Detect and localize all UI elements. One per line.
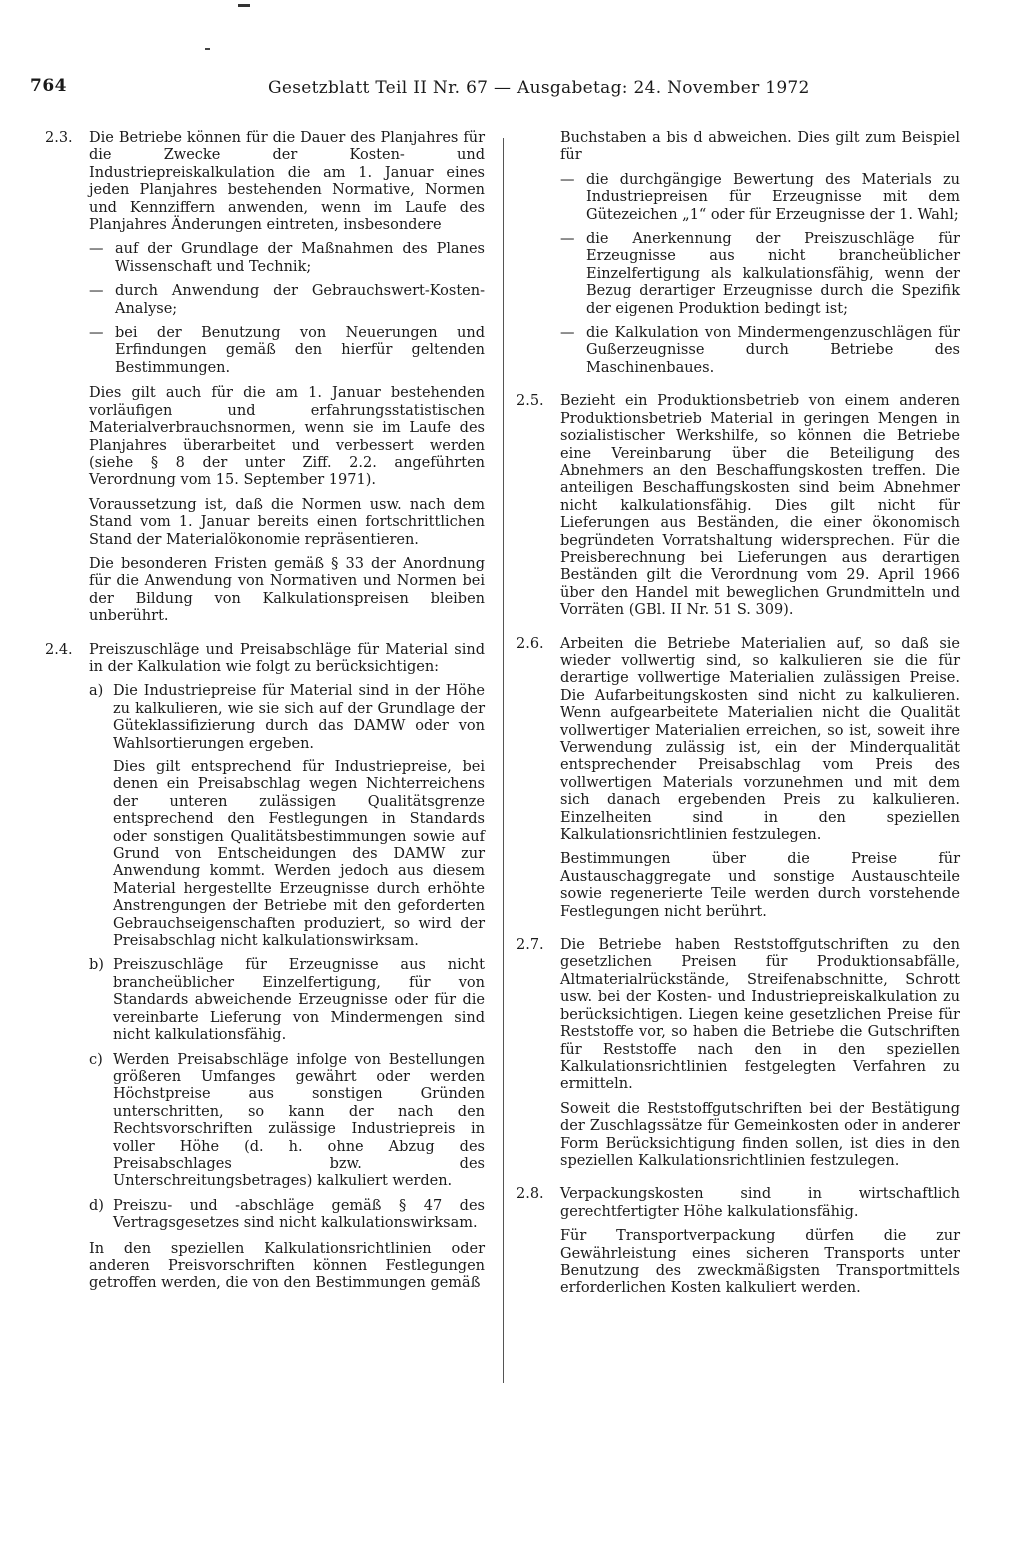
lettered-item-d — [89, 1198, 485, 1233]
page-number: 764 — [30, 76, 67, 96]
section-number: 2.3. — [45, 130, 73, 146]
lettered-item-c — [89, 1052, 485, 1191]
column-divider — [503, 138, 504, 1383]
section-paragraph: Dies gilt auch für die am 1. Januar bestehenden vorläufigen und erfahrungsstatistischen Materialverbrauchsnormen, wenn sie im Laufe des Planjahres überarbeitet und verbessert werden (siehe § 8 der unter Ziff. 2.2. angeführten Verordnung vom 15. September 1971). — [89, 385, 485, 489]
section-paragraph: In den speziellen Kalkulationsrichtlinien oder anderen Preisvorschriften können Festlegungen getroffen werden, die von den Bestimmungen gemäß — [89, 1240, 485, 1292]
list-item: — die Anerkennung der Preiszuschläge für Erzeugnisse aus nicht brancheüblicher Einzelfertigung als kalkulationsfähig, wenn der Bezug derartiger Erzeugnisse durch die Spezifik der eigenen Produktion bedingt ist; — [560, 231, 960, 317]
section-2-5 — [516, 393, 960, 619]
dash-list — [89, 241, 485, 377]
dash-bullet: — — [89, 283, 104, 300]
section-number: 2.6. — [516, 635, 544, 652]
item-letter: a) — [89, 683, 104, 700]
dash-bullet: — — [560, 171, 575, 188]
list-item: — die Kalkulation von Mindermengenzuschlägen für Gußerzeugnisse durch Betriebe des Maschinenbaues. — [560, 325, 960, 376]
item-letter: c) — [89, 1051, 103, 1068]
dash-bullet: — — [89, 241, 104, 258]
item-letter: b) — [89, 957, 104, 974]
item-paragraph: Dies gilt entsprechend für Industriepreise, bei denen ein Preisabschlag wegen Nichterreichens der unteren zulässigen Qualitätsgrenze entsprechend den Festlegungen in Standards oder sonstigen Qualitätsbestimmungen sowie auf Grund von Entscheidungen des DAMW zur Anwendung kommt. Werden jedoch aus diesem Material hergestellte Erzeugnisse durch erhöhte Anstrengungen der Betriebe mit den geforderten Gebrauchseigenschaften produziert, so wird der Preisabschlag nicht kalkulationswirksam. — [113, 759, 485, 950]
section-2-3 — [45, 130, 485, 626]
scan-speck — [205, 48, 210, 50]
section-paragraph: Voraussetzung ist, daß die Normen usw. nach dem Stand vom 1. Januar bereits einen fortschrittlichen Stand der Materialökonomie repräsentieren. — [89, 496, 485, 548]
section-number: 2.4. — [45, 641, 73, 658]
item-paragraph: Werden Preisabschläge infolge von Bestellungen größeren Umfanges gewährt oder werden Höchstpreise aus sonstigen Gründen unterschritten, so kann der nach den Rechtsvorschriften zulässige Industriepreis in voller Höhe (d. h. ohne Abzug des Preisabschlages bzw. des Unterschreitungsbetrages) kalkuliert werden. — [113, 1051, 485, 1190]
section-paragraph: Die Betriebe können für die Dauer des Planjahres für die Zwecke der Kosten- und Industriepreiskalkulation die am 1. Januar eines jeden Planjahres bestehenden Normative, Normen und Kennziffern anwenden, wenn im Laufe des Planjahres Änderungen eintreten, insbesondere — [89, 130, 485, 234]
section-paragraph: Soweit die Reststoffgutschriften bei der Bestätigung der Zuschlagssätze für Gemeinkosten oder in anderer Form Berücksichtigung finden sollen, ist dies in den speziellen Kalkulationsrichtlinien festzulegen. — [560, 1100, 960, 1169]
list-item: — durch Anwendung der Gebrauchswert-Kosten-Analyse; — [89, 283, 485, 317]
section-paragraph: Die Betriebe haben Reststoffgutschriften zu den gesetzlichen Preisen für Produktionsabfälle, Altmaterialrückstände, Streifenabschnitte, Schrott usw. bei der Kosten- und Industriepreiskalkulation zu berücksichtigen. Liegen keine gesetzlichen Preise für Reststoffe vor, so haben die Betriebe die Gutschriften für Reststoffe nach den in den speziellen Kalkulationsrichtlinien festgelegten Verfahren zu ermitteln. — [560, 937, 960, 1093]
item-paragraph: Preiszu- und -abschläge gemäß § 47 des Vertragsgesetzes sind nicht kalkulationswirksam. — [113, 1197, 485, 1232]
list-item: — bei der Benutzung von Neuerungen und Erfindungen gemäß den hierfür geltenden Bestimmungen. — [89, 325, 485, 376]
list-item: — die durchgängige Bewertung des Materials zu Industriepreisen für Erzeugnisse mit dem Gütezeichen „1“ oder für Erzeugnisse der 1. Wahl; — [560, 171, 960, 223]
item-paragraph: Preiszuschläge für Erzeugnisse aus nicht brancheüblicher Einzelfertigung, für von Standards abweichende Erzeugnisse oder für die vereinbarte Lieferung von Mindermengen sind nicht kalkulationsfähig. — [113, 957, 485, 1044]
continued-section-2-4 — [516, 130, 960, 377]
page-header-title: Gesetzblatt Teil II Nr. 67 — Ausgabetag: 24. November 1972 — [268, 78, 810, 98]
scan-speck — [238, 4, 250, 7]
section-paragraph: Verpackungskosten sind in wirtschaftlich gerechtfertigter Höhe kalkulationsfähig. — [560, 1186, 960, 1220]
section-paragraph: Für Transportverpackung dürfen die zur Gewährleistung eines sicheren Transports unter Benutzung des zweckmäßigsten Transportmittels erforderlichen Kosten kalkuliert werden. — [560, 1228, 960, 1297]
section-number: 2.7. — [516, 937, 544, 954]
section-2-4 — [45, 642, 485, 1293]
section-2-6 — [516, 636, 960, 922]
section-2-8 — [516, 1186, 960, 1297]
dash-bullet: — — [560, 231, 575, 248]
left-column — [45, 130, 485, 1302]
section-paragraph: Bezieht ein Produktionsbetrieb von einem anderen Produktionsbetrieb Material in geringen Mengen in sozialistischer Werkshilfe, so können die Betriebe eine Vereinbarung über die Beteiligung des Abnehmers an den Beschaffungskosten treffen. Die anteiligen Beschaffungskosten sind beim Abnehmer nicht kalkulationsfähig. Dies gilt nicht für Lieferungen aus Beständen, die einer ökonomisch begründeten Vorratshaltung widersprechen. Für die Preisberechnung bei Lieferungen aus derartigen Beständen gilt die Verordnung vom 29. April 1966 über den Handel mit beweglichen Grundmitteln und Vorräten (GBl. II Nr. 51 S. 309). — [560, 393, 960, 619]
dash-list — [560, 172, 960, 377]
lettered-item-a — [89, 683, 485, 950]
section-number: 2.8. — [516, 1186, 544, 1203]
right-column — [516, 130, 960, 1307]
item-letter: d) — [89, 1197, 104, 1214]
lettered-item-b — [89, 957, 485, 1044]
item-paragraph: Die Industriepreise für Material sind in der Höhe zu kalkulieren, wie sie sich auf der Grundlage der Güteklassifizierung durch das DAMW oder von Wahlsortierungen ergeben. — [113, 683, 485, 752]
dash-bullet: — — [89, 325, 104, 342]
section-paragraph: Die besonderen Fristen gemäß § 33 der Anordnung für die Anwendung von Normativen und Normen bei der Bildung von Kalkulationspreisen bleiben unberührt. — [89, 555, 485, 625]
section-paragraph: Buchstaben a bis d abweichen. Dies gilt zum Beispiel für — [560, 130, 960, 164]
dash-bullet: — — [560, 325, 575, 342]
section-paragraph: Arbeiten die Betriebe Materialien auf, so daß sie wieder vollwertig sind, so kalkulieren sie die für derartige vollwertige Materialien zulässigen Preise. Die Aufarbeitungskosten sind nicht zu kalkulieren. Wenn aufgearbeitete Materialien nicht die Qualität vollwertiger Materialien erreichen, so ist, soweit ihre Verwendung zulässig ist, ein der Minderqualität entsprechender Preisabschlag vom Preis des vollwertigen Materials vorzunehmen und mit dem sich danach ergebenden Preis zu kalkulieren. Einzelheiten sind in den speziellen Kalkulationsrichtlinien festzulegen. — [560, 635, 960, 844]
section-2-7 — [516, 937, 960, 1170]
list-item: — auf der Grundlage der Maßnahmen des Planes Wissenschaft und Technik; — [89, 241, 485, 275]
section-paragraph: Bestimmungen über die Preise für Austauschaggregate und sonstige Austauschteile sowie regenerierte Teile werden durch vorstehende Festlegungen nicht berührt. — [560, 851, 960, 920]
section-number: 2.5. — [516, 393, 544, 410]
section-paragraph: Preiszuschläge und Preisabschläge für Material sind in der Kalkulation wie folgt zu berücksichtigen: — [89, 641, 485, 675]
